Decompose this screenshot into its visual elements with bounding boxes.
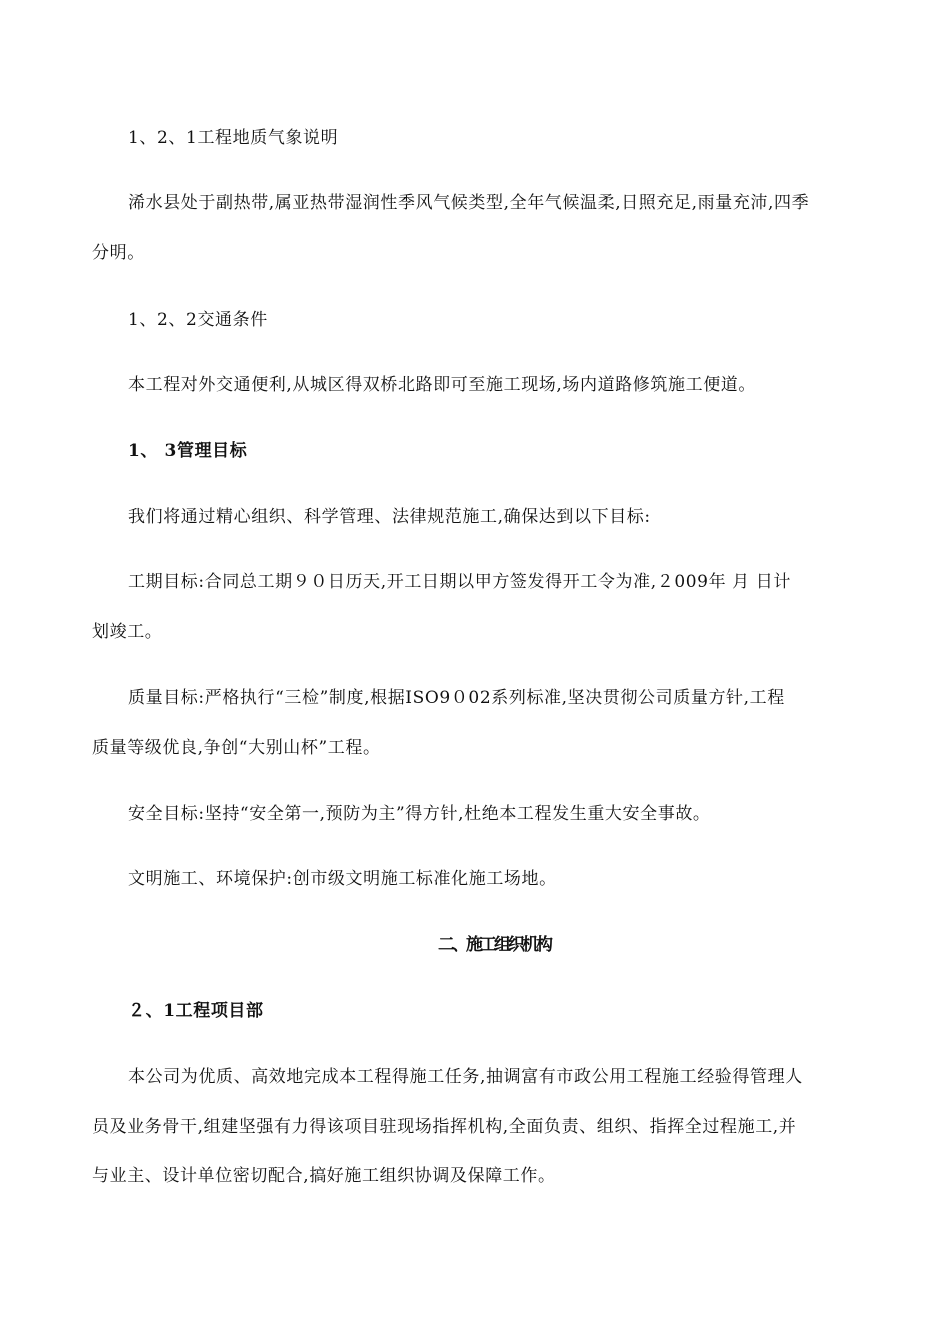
paragraph-climate-line-1: 浠水县处于副热带,属亚热带湿润性季风气候类型,全年气候温柔,日照充足,雨量充沛,四季: [128, 193, 810, 213]
paragraph-department-line-2: 员及业务骨干,组建坚强有力得该项目驻现场指挥机构,全面负责、组织、指挥全过程施工,并: [92, 1117, 797, 1137]
subsection-heading-traffic: 1、2、2交通条件: [128, 310, 268, 330]
paragraph-department-line-1: 本公司为优质、高效地完成本工程得施工任务,抽调富有市政公用工程施工经验得管理人: [128, 1067, 803, 1087]
paragraph-schedule-goal-line-2: 划竣工。: [92, 622, 163, 642]
paragraph-schedule-goal-line-1: 工期目标:合同总工期９０日历天,开工日期以甲方签发得开工令为准,２009年 月 日计: [128, 572, 791, 592]
paragraph-traffic: 本工程对外交通便利,从城区得双桥北路即可至施工现场,场内道路修筑施工便道。: [128, 375, 757, 395]
paragraph-quality-goal-line-2: 质量等级优良,争创“大别山杯”工程。: [92, 738, 381, 758]
section-heading-management-goals: 1、 3管理目标: [128, 441, 248, 461]
paragraph-climate-line-2: 分明。: [92, 243, 145, 263]
paragraph-goals-intro: 我们将通过精心组织、科学管理、法律规范施工,确保达到以下目标:: [128, 507, 651, 527]
subsection-heading-geology-climate: 1、2、1工程地质气象说明: [128, 128, 339, 148]
paragraph-quality-goal-line-1: 质量目标:严格执行“三检”制度,根据ISO9０02系列标准,坚决贯彻公司质量方针,工程: [128, 688, 785, 708]
paragraph-safety-goal: 安全目标:坚持“安全第一,预防为主”得方针,杜绝本工程发生重大安全事故。: [128, 804, 711, 824]
paragraph-department-line-3: 与业主、设计单位密切配合,搞好施工组织协调及保障工作。: [92, 1166, 556, 1186]
chapter-heading-organization: 二、施工组织机构: [438, 935, 550, 955]
section-heading-project-department: ２、1工程项目部: [128, 1001, 264, 1021]
paragraph-civilized-construction: 文明施工、环境保护:创市级文明施工标准化施工场地。: [128, 869, 557, 889]
